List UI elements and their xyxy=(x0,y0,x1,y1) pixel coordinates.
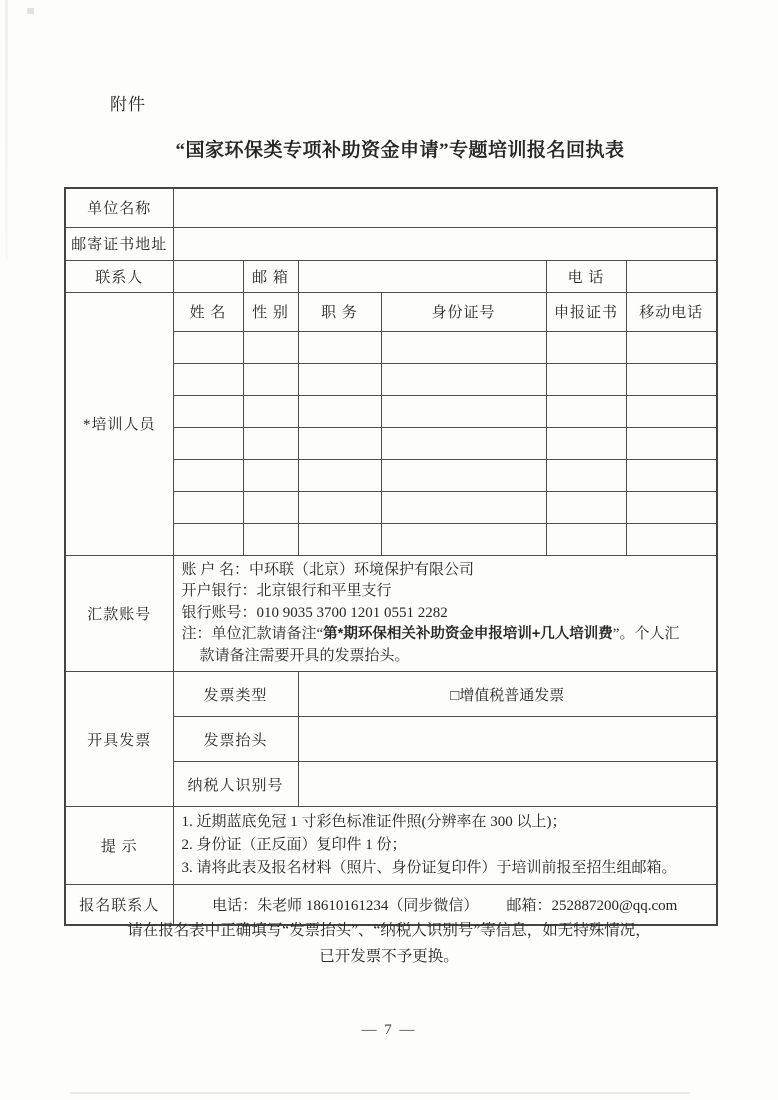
trainee-empty-cell xyxy=(173,523,243,555)
trainee-empty-cell xyxy=(626,395,717,427)
invoice-type-value xyxy=(298,672,717,717)
page-number: — 7 — xyxy=(361,1022,417,1038)
trainee-empty-cell xyxy=(243,395,298,427)
trainee-empty-cell xyxy=(546,459,626,491)
trainee-empty-cell xyxy=(381,395,546,427)
trainee-empty-cell xyxy=(626,523,717,555)
row-contact xyxy=(65,260,717,292)
invoice-label: 开具发票 xyxy=(65,672,173,807)
registration-contact-label: 报名联系人 xyxy=(65,885,173,925)
scan-artifact xyxy=(27,8,34,14)
email-value-cell xyxy=(298,260,546,292)
trainee-empty-cell xyxy=(298,331,381,363)
remittance-label: 汇款账号 xyxy=(65,555,173,672)
trainee-empty-cell xyxy=(173,363,243,395)
col-header-id-number: 身份证号 xyxy=(381,292,546,331)
registration-contact-phone: 电话：朱老师 18610161234（同步微信） xyxy=(212,897,479,914)
trainee-empty-cell xyxy=(546,427,626,459)
trainee-empty-cell xyxy=(298,363,381,395)
col-header-position: 职 务 xyxy=(298,292,381,331)
trainee-empty-cell xyxy=(381,491,546,523)
trainee-empty-cell xyxy=(243,427,298,459)
taxpayer-id-label: 纳税人识别号 xyxy=(173,762,298,807)
mailing-address-value-cell xyxy=(173,227,717,260)
remittance-bank: 开户银行：北京银行和平里支行 xyxy=(181,583,392,599)
footer-note xyxy=(0,918,778,970)
trainee-empty-cell xyxy=(173,331,243,363)
trainee-empty-cell xyxy=(626,331,717,363)
email-label: 邮 箱 xyxy=(243,260,298,292)
trainee-empty-cell xyxy=(626,427,717,459)
remittance-account-number: 银行账号：010 9035 3700 1201 0551 2282 xyxy=(181,604,448,621)
trainee-empty-cell xyxy=(173,395,243,427)
phone-label: 电 话 xyxy=(546,260,626,292)
mailing-address-label: 邮寄证书地址 xyxy=(65,227,173,260)
contact-value-cell xyxy=(173,260,243,292)
trainee-empty-cell xyxy=(546,331,626,363)
remittance-note-line1 xyxy=(182,624,709,646)
trainee-empty-cell xyxy=(381,331,546,363)
trainee-empty-cell xyxy=(381,523,546,555)
trainee-empty-cell xyxy=(546,363,626,395)
registration-contact-email: 邮箱：252887200@qq.com xyxy=(506,897,678,914)
trainee-empty-cell xyxy=(298,523,381,555)
trainee-empty-cell xyxy=(546,395,626,427)
row-trainee-header xyxy=(65,292,717,331)
scan-artifact xyxy=(70,1092,690,1094)
remittance-note-suffix: ”。个人汇 xyxy=(612,626,680,642)
document-title: “国家环保类专项补助资金申请”专题培训报名回执表 xyxy=(175,140,625,161)
row-tips xyxy=(65,807,717,885)
scan-artifact xyxy=(5,0,8,260)
invoice-title-label: 发票抬头 xyxy=(173,717,298,762)
unit-name-value-cell xyxy=(173,188,717,227)
remittance-note-line2: 款请备注需要开具的发票抬头。 xyxy=(199,647,410,664)
trainee-empty-cell xyxy=(298,459,381,491)
tip-item-2: 2. 身份证（正反面）复印件 1 份； xyxy=(181,837,407,853)
trainee-empty-cell xyxy=(298,395,381,427)
row-invoice-type xyxy=(65,672,717,717)
col-header-name: 姓 名 xyxy=(173,292,243,331)
tip-item-3: 3. 请将此表及报名材料（照片、身份证复印件）于培训前报至招生组邮箱。 xyxy=(181,860,677,876)
registration-form-table xyxy=(64,187,718,926)
unit-name-label: 单位名称 xyxy=(65,188,173,227)
footer-note-line2: 已开发票不予更换。 xyxy=(319,948,459,965)
row-unit-name xyxy=(65,188,717,227)
trainee-empty-cell xyxy=(546,491,626,523)
trainee-empty-cell xyxy=(381,363,546,395)
trainees-label: *培训人员 xyxy=(65,292,173,555)
tips-label: 提 示 xyxy=(65,807,173,885)
invoice-title-value-cell xyxy=(298,717,717,762)
remittance-note-bold: 第*期环保相关补助资金申报培训+几人培训费 xyxy=(323,626,613,642)
remittance-account-name: 账 户 名：中环联（北京）环境保护有限公司 xyxy=(181,561,475,578)
row-remittance xyxy=(65,555,717,672)
col-header-mobile: 移动电话 xyxy=(626,292,717,331)
remittance-details-cell xyxy=(173,555,717,672)
contact-label: 联系人 xyxy=(65,260,173,292)
col-header-certificate: 申报证书 xyxy=(546,292,626,331)
remittance-note-prefix: 注：单位汇款请备注“ xyxy=(181,626,324,642)
taxpayer-id-value-cell xyxy=(298,762,717,807)
tip-item-1: 1. 近期蓝底免冠 1 寸彩色标准证件照(分辨率在 300 以上)； xyxy=(181,814,567,830)
trainee-empty-cell xyxy=(381,459,546,491)
trainee-empty-cell xyxy=(298,427,381,459)
trainee-empty-cell xyxy=(626,363,717,395)
attachment-label: 附件 xyxy=(110,95,146,114)
trainee-empty-cell xyxy=(626,459,717,491)
trainee-empty-cell xyxy=(173,459,243,491)
trainee-empty-cell xyxy=(546,523,626,555)
col-header-gender: 性 别 xyxy=(243,292,298,331)
trainee-empty-cell xyxy=(243,523,298,555)
footer-note-line1: 请在报名表中正确填写“发票抬头”、“纳税人识别号”等信息，如无特殊情况， xyxy=(127,922,651,939)
row-mailing-address xyxy=(65,227,717,260)
trainee-empty-cell xyxy=(626,491,717,523)
trainee-empty-cell xyxy=(298,491,381,523)
invoice-type-label: 发票类型 xyxy=(173,672,298,717)
trainee-empty-cell xyxy=(243,363,298,395)
phone-value-cell xyxy=(626,260,717,292)
trainee-empty-cell xyxy=(243,331,298,363)
trainee-empty-cell xyxy=(243,459,298,491)
vat-invoice-checkbox-option: □增值税普通发票 xyxy=(450,687,565,704)
trainee-empty-cell xyxy=(381,427,546,459)
tips-content-cell xyxy=(173,807,717,885)
trainee-empty-cell xyxy=(243,491,298,523)
trainee-empty-cell xyxy=(173,491,243,523)
trainee-empty-cell xyxy=(173,427,243,459)
